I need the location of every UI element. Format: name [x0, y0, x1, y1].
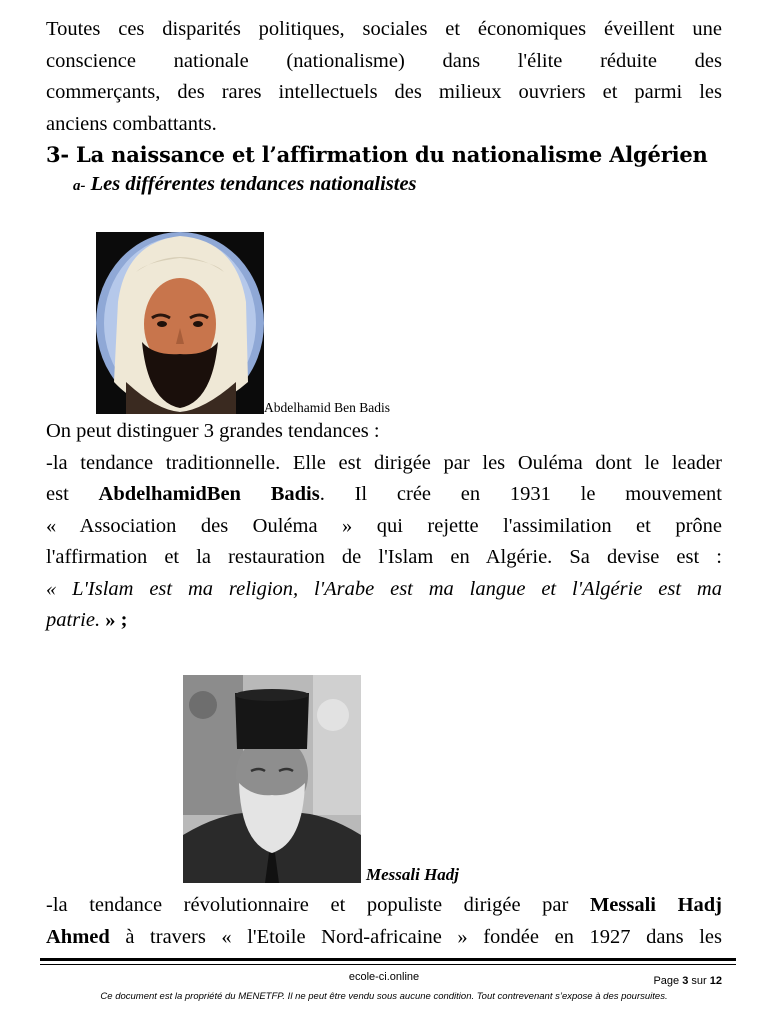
paragraph-line: On peut distinguer 3 grandes tendances : [46, 420, 380, 442]
page-label: Page [653, 975, 683, 987]
section-subheading [73, 173, 417, 196]
motto-line: « L'Islam est ma religion, l'Arabe est ma langue et l'Algérie est ma [46, 577, 722, 600]
motto-end: patrie. [46, 609, 106, 631]
revolutionnaire-paragraph [46, 890, 722, 953]
paragraph-line [46, 922, 722, 954]
subheading-letter: a- [73, 178, 86, 194]
page-total: 12 [709, 975, 722, 987]
section-heading: 3- La naissance et l’affirmation du nationalisme Algérien [46, 142, 708, 167]
text-run: à travers « l'Etoile Nord-africaine » fondée en 1927 dans les [109, 925, 722, 948]
paragraph-line [46, 890, 722, 922]
paragraph-line: -la tendance traditionnelle. Elle est dirigée par les Ouléma dont le leader [46, 451, 722, 474]
photo-caption: Messali Hadj [366, 865, 460, 884]
text-run: -la tendance révolutionnaire et populiste dirigée par [46, 894, 590, 916]
intro-paragraph [46, 14, 722, 140]
paragraph-line: l'affirmation et la restauration de l'Islam en Algérie. Sa devise est : [46, 546, 722, 568]
paragraph-line: « Association des Ouléma » qui rejette l'assimilation et prône [46, 514, 722, 537]
leader-name: Messali Hadj [589, 894, 723, 916]
subheading-title: Les différentes tendances nationalistes [85, 173, 417, 195]
page-number [653, 975, 722, 987]
leader-name: Ahmed [46, 925, 110, 948]
paragraph-line [46, 479, 722, 511]
motto-close: » ; [105, 609, 128, 631]
page-separator: sur [688, 975, 710, 987]
motto-line [46, 605, 722, 637]
leader-name: AbdelhamidBen Badis [98, 483, 320, 505]
footer-divider [40, 964, 736, 965]
page-current: 3 [682, 975, 689, 987]
intro-line: commerçants, des rares intellectuels des milieux ouvriers et parmi les [46, 81, 722, 103]
intro-line: anciens combattants. [46, 112, 217, 135]
portrait-messali-hadj [183, 675, 361, 883]
portrait-ben-badis [96, 232, 264, 414]
text-run: . Il crée en 1931 le mouvement [319, 483, 722, 505]
text-run: est [46, 483, 99, 505]
photo-caption: Abdelhamid Ben Badis [264, 400, 390, 415]
intro-line: conscience nationale (nationalisme) dans l'élite réduite des [46, 49, 722, 72]
footer-website: ecole-ci.online [348, 971, 420, 983]
intro-line: Toutes ces disparités politiques, sociales et économiques éveillent une [46, 18, 722, 40]
tendances-paragraph [46, 416, 722, 637]
footer-divider [40, 958, 736, 961]
copyright-notice: Ce document est la propriété du MENETFP. Il ne peut être vendu sous aucune condition. Tout contrevenant s’expose à des poursuites. [100, 991, 668, 1002]
